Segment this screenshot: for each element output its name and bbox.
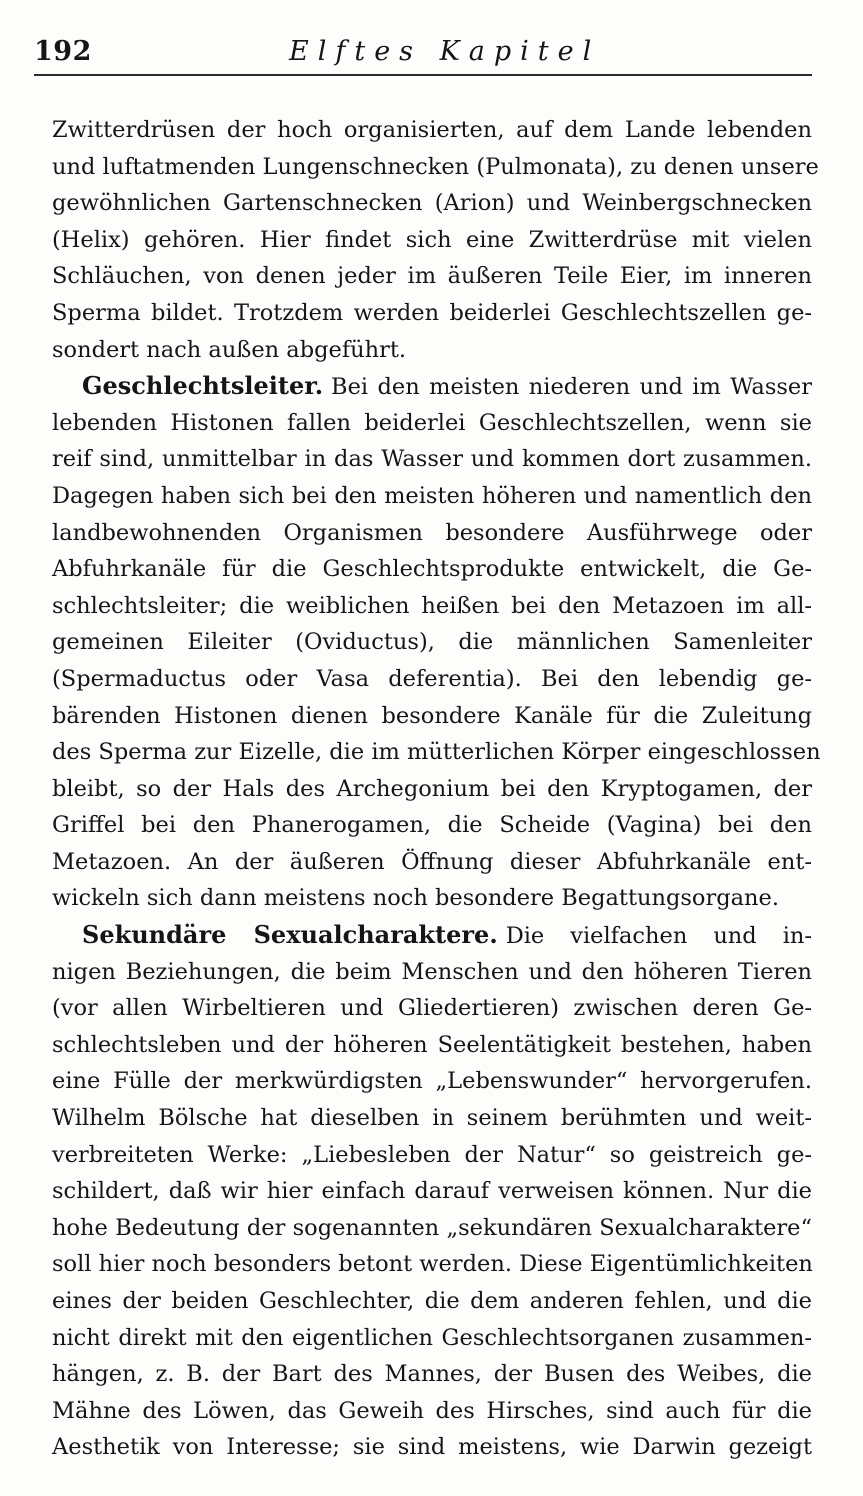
text-line: hängen, z. B. der Bart des Mannes, der Busen des Weibes, die: [52, 1361, 812, 1388]
page-header: [34, 36, 810, 76]
text-line: hohe Bedeutung der sogenannten „sekundären Sexualcharaktere“: [52, 1214, 812, 1241]
text-line: wickeln sich dann meistens noch besondere Begattungsorgane.: [52, 885, 780, 912]
text-line: (Helix) gehören. Hier findet sich eine Zwitterdrüse mit vielen: [52, 226, 812, 253]
text-line: landbewohnenden Organismen besondere Ausführwege oder: [52, 519, 812, 546]
text-line: bärenden Histonen dienen besondere Kanäle für die Zuleitung: [52, 702, 812, 729]
body-text: [52, 112, 821, 1466]
text-line: Mähne des Löwen, das Geweih des Hirsches, sind auch für die: [52, 1397, 812, 1424]
text-line: bleibt, so der Hals des Archegonium bei den Kryptogamen, der: [52, 775, 812, 802]
text-line: (vor allen Wirbeltieren und Gliedertieren) zwischen deren Ge-: [52, 995, 812, 1022]
text-line: gewöhnlichen Gartenschnecken (Arion) und Weinbergschnecken: [52, 190, 812, 217]
text-line: Abfuhrkanäle für die Geschlechtsprodukte entwickelt, die Ge-: [52, 556, 812, 583]
text-line: Aesthetik von Interesse; sie sind meistens, wie Darwin gezeigt: [52, 1434, 812, 1461]
text-line: des Sperma zur Eizelle, die im mütterlichen Körper eingeschlossen: [52, 739, 821, 766]
text-line: nicht direkt mit den eigentlichen Geschlechtsorganen zusammen-: [52, 1324, 812, 1351]
text-run: Bei den meisten niederen und im Wasser: [331, 374, 812, 401]
text-line: eines der beiden Geschlechter, die dem anderen fehlen, und die: [52, 1288, 812, 1314]
text-line: gemeinen Eileiter (Oviductus), die männlichen Samenleiter: [52, 629, 812, 656]
page-number: 192: [34, 36, 92, 67]
text-line: Schläuchen, von denen jeder im äußeren Teile Eier, im inneren: [52, 263, 812, 290]
running-title: Elftes Kapitel: [289, 36, 601, 67]
text-line: (Spermaductus oder Vasa deferentia). Bei den lebendig ge-: [52, 665, 812, 692]
text-line: Wilhelm Bölsche hat dieselben in seinem berühmten und weit-: [52, 1105, 812, 1132]
text-line: nigen Beziehungen, die beim Menschen und den höheren Tieren: [52, 958, 812, 985]
text-line: lebenden Histonen fallen beiderlei Geschlechtszellen, wenn sie: [52, 409, 812, 436]
text-line: Griffel bei den Phanerogamen, die Scheide (Vagina) bei den: [52, 812, 812, 839]
text-run: Die vielfachen und in-: [505, 923, 812, 950]
text-line: Zwitterdrüsen der hoch organisierten, auf dem Lande lebenden: [52, 117, 812, 143]
text-line: Dagegen haben sich bei den meisten höheren und namentlich den: [52, 482, 812, 509]
text-line: schlechtsleiter; die weiblichen heißen bei den Metazoen im all-: [52, 592, 812, 619]
text-line: reif sind, unmittelbar in das Wasser und kommen dort zusammen.: [52, 446, 812, 473]
paragraph-heading-line: [52, 368, 812, 405]
text-line: eine Fülle der merkwürdigsten „Lebenswunder“ hervorgerufen.: [52, 1068, 812, 1095]
section-heading-sekundaere-sexualcharaktere: Sekundäre Sexualcharaktere.: [82, 920, 498, 950]
paragraph-heading-line: [52, 917, 812, 954]
text-line: sondert nach außen abgeführt.: [52, 336, 407, 363]
text-line: verbreiteten Werke: „Liebesleben der Natur“ so geistreich ge-: [52, 1141, 812, 1168]
section-heading-geschlechtsleiter: Geschlechtsleiter.: [82, 371, 324, 401]
header-rule: [34, 74, 812, 76]
text-line: schildert, daß wir hier einfach darauf verweisen können. Nur die: [52, 1178, 812, 1205]
text-line: Sperma bildet. Trotzdem werden beiderlei Geschlechtszellen ge-: [52, 299, 812, 326]
text-line: schlechtsleben und der höheren Seelentätigkeit bestehen, haben: [52, 1031, 812, 1058]
text-line: und luftatmenden Lungenschnecken (Pulmonata), zu denen unsere: [52, 153, 819, 180]
text-line: soll hier noch besonders betont werden. Diese Eigentümlichkeiten: [52, 1251, 813, 1278]
text-line: Metazoen. An der äußeren Öffnung dieser Abfuhrkanäle ent-: [52, 848, 812, 875]
